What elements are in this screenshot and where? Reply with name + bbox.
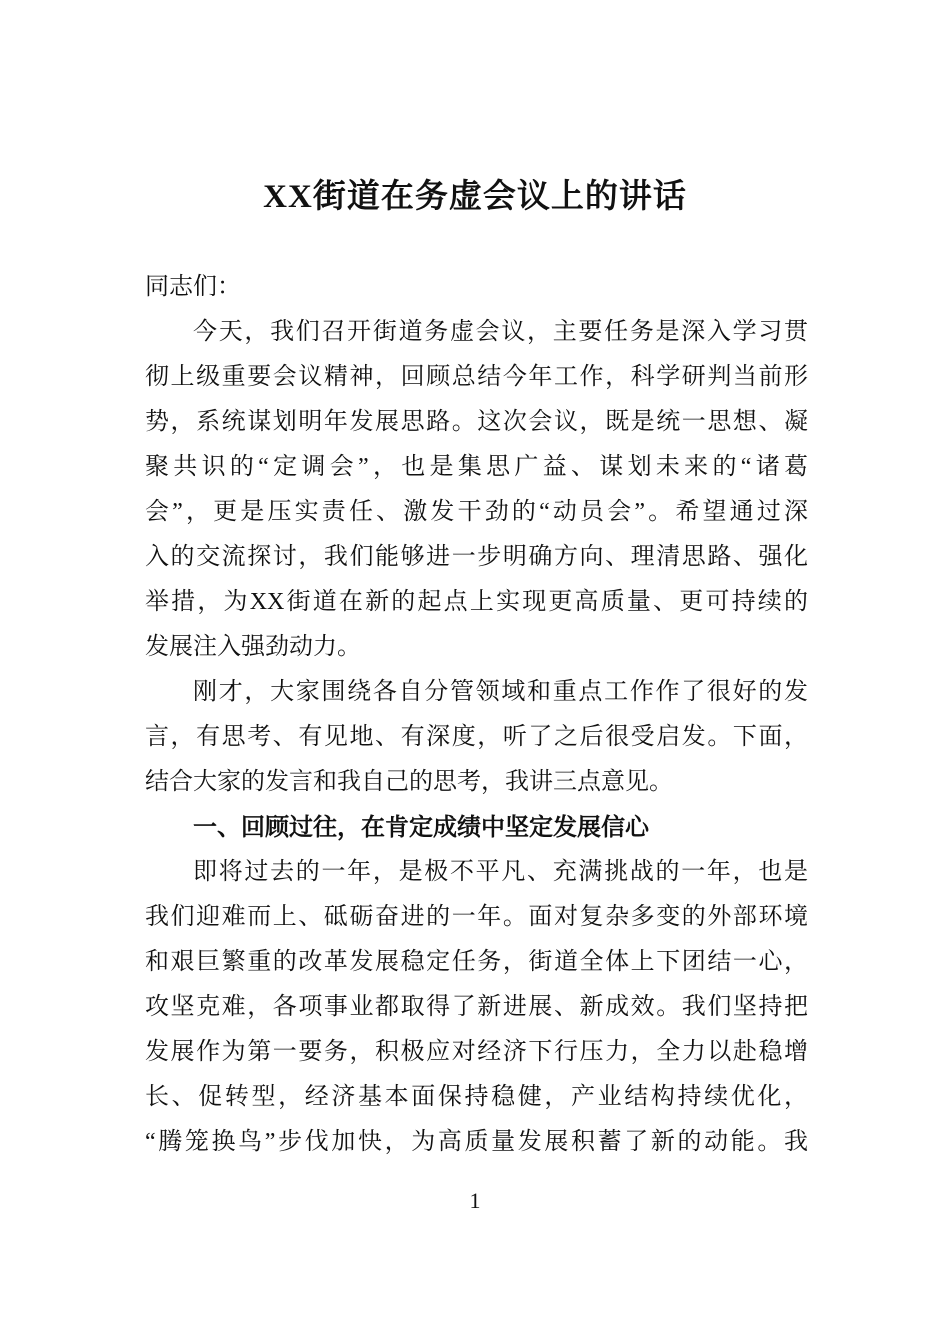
text-line: 入的交流探讨，我们能够进一步明确方向、理清思路、强化	[145, 544, 808, 570]
paragraph	[145, 310, 808, 670]
text-line: 发展注入强劲动力。	[145, 634, 361, 660]
document-title: XX街道在务虚会议上的讲话	[263, 179, 687, 215]
page-number: 1	[469, 1188, 481, 1213]
text-line: 今天，我们召开街道务虚会议，主要任务是深入学习贯	[193, 319, 808, 345]
text-line: 长、促转型，经济基本面保持稳健，产业结构持续优化，	[145, 1084, 808, 1110]
text-line: 刚才，大家围绕各自分管领域和重点工作作了很好的发	[193, 679, 808, 705]
text-line: 我们迎难而上、砥砺奋进的一年。面对复杂多变的外部环境	[145, 904, 808, 930]
text-line: “腾笼换鸟”步伐加快，为高质量发展积蓄了新的动能。我	[145, 1129, 808, 1155]
text-line: 会”，更是压实责任、激发干劲的“动员会”。希望通过深	[145, 499, 808, 525]
section-heading	[145, 805, 808, 850]
text-line: 即将过去的一年，是极不平凡、充满挑战的一年，也是	[193, 859, 808, 885]
text-line: 势，系统谋划明年发展思路。这次会议，既是统一思想、凝	[145, 409, 808, 435]
paragraph	[145, 850, 808, 1165]
text-line: 举措，为XX街道在新的起点上实现更高质量、更可持续的	[145, 589, 808, 615]
text-line: 一、回顾过往，在肯定成绩中坚定发展信心	[193, 814, 649, 841]
text-line: 聚共识的“定调会”，也是集思广益、谋划未来的“诸葛	[145, 454, 808, 480]
salutation: 同志们：	[145, 274, 241, 300]
text-line: 和艰巨繁重的改革发展稳定任务，街道全体上下团结一心，	[145, 949, 808, 975]
text-line: 结合大家的发言和我自己的思考，我讲三点意见。	[145, 769, 673, 795]
text-line: 攻坚克难，各项事业都取得了新进展、新成效。我们坚持把	[145, 994, 808, 1020]
document-body	[145, 265, 808, 1165]
text-line: 发展作为第一要务，积极应对经济下行压力，全力以赴稳增	[145, 1039, 808, 1065]
text-line: 言，有思考、有见地、有深度，听了之后很受启发。下面，	[145, 724, 808, 750]
paragraph	[145, 670, 808, 805]
text-line: 彻上级重要会议精神，回顾总结今年工作，科学研判当前形	[145, 364, 808, 390]
